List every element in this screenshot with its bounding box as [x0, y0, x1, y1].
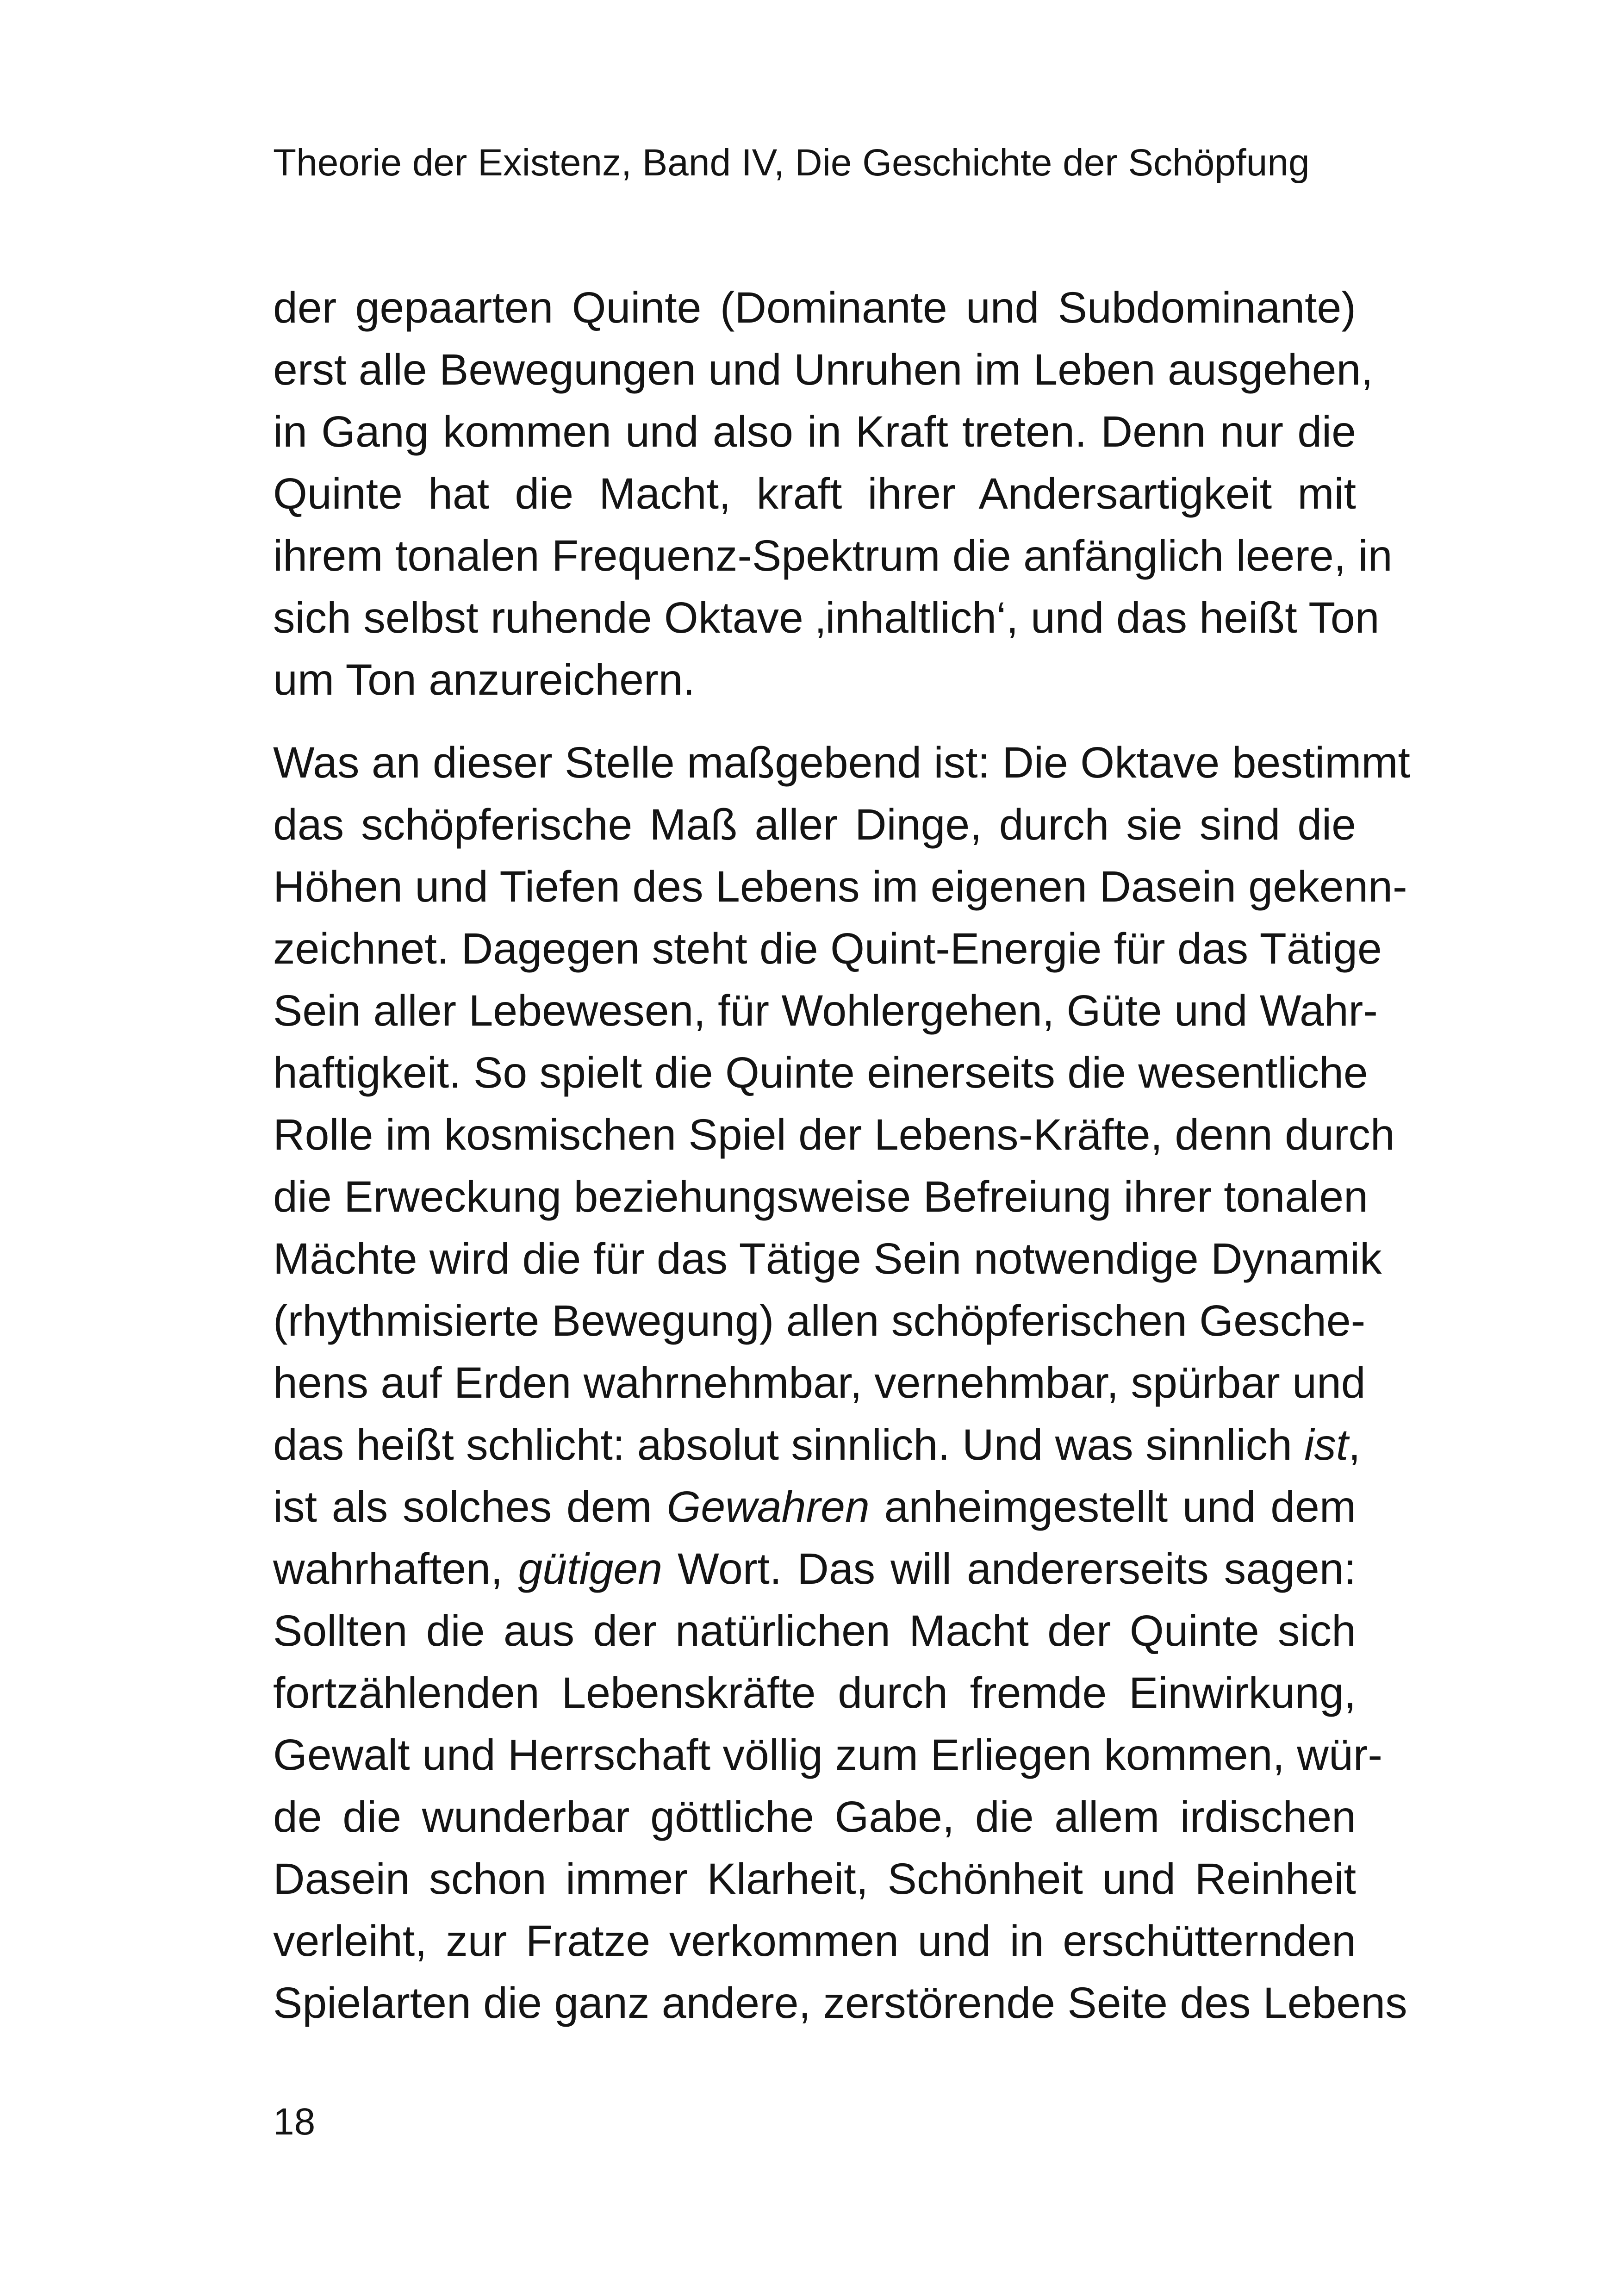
text-line: Dasein schon immer Klarheit, Schönheit und Reinheit [273, 1854, 1356, 1904]
text-line [273, 1476, 1356, 1538]
text-line: Rolle im kosmischen Spiel der Lebens-Kräfte, denn durch [273, 1110, 1395, 1159]
text-line [273, 1414, 1361, 1476]
text-line: (rhythmisierte Bewegung) allen schöpferischen Gesche- [273, 1296, 1366, 1345]
text-line: in Gang kommen und also in Kraft treten. Denn nur die [273, 407, 1356, 456]
text-line: de die wunderbar göttliche Gabe, die allem irdischen [273, 1792, 1356, 1842]
text-line: haftigkeit. So spielt die Quinte einerseits die wesentliche [273, 1048, 1368, 1097]
text-line: Spielarten die ganz andere, zerstörende Seite des Lebens [273, 1979, 1407, 2028]
text-line: fortzählenden Lebenskräfte durch fremde Einwirkung, [273, 1668, 1356, 1717]
text-line: Gewalt und Herrschaft völlig zum Erliegen kommen, wür- [273, 1730, 1382, 1780]
text-line: Was an dieser Stelle maßgebend ist: Die Oktave bestimmt [273, 738, 1410, 787]
paragraph-1 [273, 277, 1393, 711]
italic-text: ist [1304, 1420, 1349, 1469]
page-number: 18 [273, 2101, 316, 2143]
text-line: um Ton anzureichern. [273, 655, 695, 704]
text-line: sich selbst ruhende Oktave ‚inhaltlich‘, und das heißt Ton [273, 593, 1380, 642]
text-line: ihrem tonalen Frequenz-Spektrum die anfänglich leere, in [273, 531, 1393, 580]
text-line: verleiht, zur Fratze verkommen und in erschütternden [273, 1916, 1356, 1966]
text-line: Sein aller Lebewesen, für Wohlergehen, Güte und Wahr- [273, 986, 1378, 1035]
text-run: ist als solches dem [273, 1482, 667, 1531]
text-line: die Erweckung beziehungsweise Befreiung ihrer tonalen [273, 1172, 1368, 1221]
italic-text: Gewahren [666, 1482, 870, 1531]
text-run: anheimgestellt und dem [869, 1482, 1356, 1531]
text-line: erst alle Bewegungen und Unruhen im Leben ausgehen, [273, 345, 1373, 394]
text-line: zeichnet. Dagegen steht die Quint-Energie für das Tätige [273, 924, 1382, 973]
text-run: das heißt schlicht: absolut sinnlich. Und was sinnlich [273, 1420, 1305, 1469]
body-text [273, 277, 1410, 2034]
paragraph-2 [273, 732, 1410, 2034]
text-line: der gepaarten Quinte (Dominante und Subdominante) [273, 283, 1356, 332]
text-line: Quinte hat die Macht, kraft ihrer Andersartigkeit mit [273, 469, 1356, 518]
text-line: Mächte wird die für das Tätige Sein notwendige Dynamik [273, 1234, 1382, 1283]
text-line: Sollten die aus der natürlichen Macht der Quinte sich [273, 1606, 1356, 1655]
text-run: Wort. Das will andererseits sagen: [662, 1544, 1356, 1593]
text-line [273, 1538, 1356, 1600]
text-run: wahrhaften, [273, 1544, 518, 1593]
text-run: , [1348, 1420, 1361, 1469]
text-line: hens auf Erden wahrnehmbar, vernehmbar, spürbar und [273, 1358, 1366, 1407]
paragraph-spacer [273, 711, 1356, 732]
italic-text: gütigen [518, 1544, 663, 1593]
running-header-title: Theorie der Existenz, Band IV, Die Geschichte der Schöpfung [273, 142, 1310, 184]
text-line: Höhen und Tiefen des Lebens im eigenen Dasein gekenn- [273, 862, 1407, 911]
text-line: das schöpferische Maß aller Dinge, durch sie sind die [273, 800, 1356, 849]
